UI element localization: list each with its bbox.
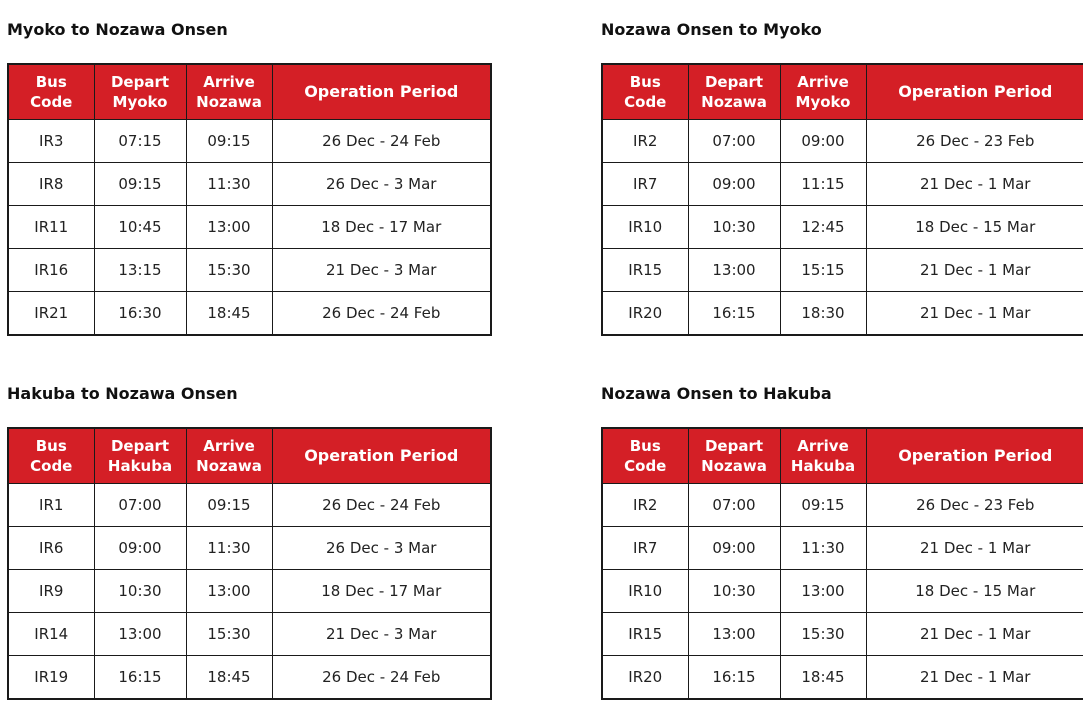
operation-period-cell: 21 Dec - 3 Mar [272, 249, 491, 292]
depart-time-cell: 16:15 [94, 656, 186, 700]
depart-time-cell: 10:30 [688, 206, 780, 249]
arrive-time-cell: 18:45 [780, 656, 866, 700]
arrive-time-cell: 15:30 [780, 613, 866, 656]
bus-code-cell: IR1 [8, 484, 94, 527]
table-row [602, 613, 1083, 656]
timetable [601, 427, 1083, 700]
header-row [602, 64, 1083, 120]
timetable [601, 63, 1083, 336]
table-row [602, 120, 1083, 163]
operation-period-cell: 26 Dec - 24 Feb [272, 656, 491, 700]
header-line: Bus [35, 73, 67, 91]
bus-code-cell: IR8 [8, 163, 94, 206]
arrive-header [186, 64, 272, 120]
header-line: Depart [704, 437, 764, 455]
header-line: Bus [629, 73, 661, 91]
depart-time-cell: 07:15 [94, 120, 186, 163]
header-line: Nozawa [701, 93, 767, 111]
arrive-time-cell: 09:00 [780, 120, 866, 163]
header-line: Code [624, 93, 667, 111]
bus-code-cell: IR10 [602, 570, 688, 613]
header-row [8, 428, 491, 484]
table-row [602, 656, 1083, 700]
depart-time-cell: 16:15 [688, 656, 780, 700]
arrive-time-cell: 15:30 [186, 249, 272, 292]
header-line: Bus [629, 437, 661, 455]
bus-code-header [602, 428, 688, 484]
section-title: Myoko to Nozawa Onsen [7, 20, 228, 39]
timetable-section-nozawa-to-myoko [601, 20, 1083, 322]
operation-period-cell: 26 Dec - 24 Feb [272, 484, 491, 527]
table-row [8, 206, 491, 249]
table-row [602, 570, 1083, 613]
header-line: Arrive [797, 73, 849, 91]
operation-period-cell: 21 Dec - 3 Mar [272, 613, 491, 656]
bus-code-header [602, 64, 688, 120]
operation-period-cell: 18 Dec - 17 Mar [272, 206, 491, 249]
bus-code-cell: IR6 [8, 527, 94, 570]
arrive-time-cell: 11:30 [186, 163, 272, 206]
table-row [8, 613, 491, 656]
table-row [8, 249, 491, 292]
header-line: Depart [110, 73, 170, 91]
header-line: Depart [110, 437, 170, 455]
operation-period-cell: 18 Dec - 15 Mar [866, 570, 1083, 613]
bus-code-cell: IR7 [602, 163, 688, 206]
arrive-time-cell: 18:45 [186, 292, 272, 336]
arrive-time-cell: 11:30 [186, 527, 272, 570]
depart-time-cell: 07:00 [688, 120, 780, 163]
header-line: Hakuba [790, 457, 856, 475]
table-row [8, 527, 491, 570]
operation-period-cell: 26 Dec - 24 Feb [272, 292, 491, 336]
timetable-section-nozawa-to-hakuba [601, 384, 1083, 686]
arrive-time-cell: 18:45 [186, 656, 272, 700]
operation-period-cell: 21 Dec - 1 Mar [866, 292, 1083, 336]
header-line: Depart [704, 73, 764, 91]
bus-code-header [8, 428, 94, 484]
depart-time-cell: 10:30 [688, 570, 780, 613]
operation-period-cell: 26 Dec - 23 Feb [866, 484, 1083, 527]
depart-header [688, 64, 780, 120]
operation-period-cell: 21 Dec - 1 Mar [866, 527, 1083, 570]
arrive-time-cell: 18:30 [780, 292, 866, 336]
operation-period-header: Operation Period [272, 428, 491, 484]
header-line: Nozawa [196, 457, 262, 475]
table-row [602, 527, 1083, 570]
header-line: Myoko [795, 93, 851, 111]
depart-time-cell: 07:00 [688, 484, 780, 527]
section-title: Hakuba to Nozawa Onsen [7, 384, 238, 403]
header-line: Arrive [203, 73, 255, 91]
operation-period-cell: 26 Dec - 3 Mar [272, 527, 491, 570]
header-line: Arrive [203, 437, 255, 455]
header-line: Code [30, 93, 73, 111]
header-row [602, 428, 1083, 484]
header-row [8, 64, 491, 120]
bus-code-cell: IR16 [8, 249, 94, 292]
operation-period-cell: 21 Dec - 1 Mar [866, 249, 1083, 292]
arrive-time-cell: 13:00 [186, 206, 272, 249]
timetable [7, 63, 492, 336]
operation-period-cell: 21 Dec - 1 Mar [866, 613, 1083, 656]
operation-period-header: Operation Period [272, 64, 491, 120]
header-line: Nozawa [196, 93, 262, 111]
arrive-time-cell: 15:15 [780, 249, 866, 292]
arrive-time-cell: 11:15 [780, 163, 866, 206]
arrive-time-cell: 09:15 [186, 120, 272, 163]
arrive-time-cell: 13:00 [186, 570, 272, 613]
bus-code-cell: IR11 [8, 206, 94, 249]
bus-code-cell: IR21 [8, 292, 94, 336]
table-row [8, 163, 491, 206]
section-title: Nozawa Onsen to Myoko [601, 20, 822, 39]
operation-period-cell: 26 Dec - 23 Feb [866, 120, 1083, 163]
depart-time-cell: 16:15 [688, 292, 780, 336]
table-row [8, 292, 491, 336]
depart-time-cell: 13:00 [688, 249, 780, 292]
depart-time-cell: 10:45 [94, 206, 186, 249]
operation-period-header: Operation Period [866, 64, 1083, 120]
arrive-time-cell: 09:15 [780, 484, 866, 527]
bus-code-cell: IR15 [602, 249, 688, 292]
depart-time-cell: 13:00 [688, 613, 780, 656]
table-row [602, 292, 1083, 336]
bus-code-cell: IR20 [602, 656, 688, 700]
table-row [8, 120, 491, 163]
depart-time-cell: 10:30 [94, 570, 186, 613]
bus-code-cell: IR19 [8, 656, 94, 700]
header-line: Arrive [797, 437, 849, 455]
operation-period-cell: 18 Dec - 15 Mar [866, 206, 1083, 249]
header-line: Nozawa [701, 457, 767, 475]
depart-time-cell: 16:30 [94, 292, 186, 336]
table-row [8, 570, 491, 613]
section-title: Nozawa Onsen to Hakuba [601, 384, 832, 403]
operation-period-header: Operation Period [866, 428, 1083, 484]
table-row [602, 249, 1083, 292]
depart-time-cell: 13:15 [94, 249, 186, 292]
arrive-header [780, 428, 866, 484]
depart-header [688, 428, 780, 484]
table-row [602, 484, 1083, 527]
arrive-header [780, 64, 866, 120]
operation-period-cell: 26 Dec - 3 Mar [272, 163, 491, 206]
bus-code-cell: IR15 [602, 613, 688, 656]
depart-time-cell: 09:00 [688, 163, 780, 206]
table-row [602, 163, 1083, 206]
header-line: Hakuba [107, 457, 173, 475]
bus-code-cell: IR14 [8, 613, 94, 656]
bus-code-cell: IR2 [602, 484, 688, 527]
header-line: Bus [35, 437, 67, 455]
depart-header [94, 64, 186, 120]
bus-code-cell: IR10 [602, 206, 688, 249]
bus-code-header [8, 64, 94, 120]
table-row [602, 206, 1083, 249]
arrive-header [186, 428, 272, 484]
arrive-time-cell: 12:45 [780, 206, 866, 249]
depart-time-cell: 09:00 [94, 527, 186, 570]
timetable-section-hakuba-to-nozawa [7, 384, 490, 686]
bus-code-cell: IR20 [602, 292, 688, 336]
operation-period-cell: 18 Dec - 17 Mar [272, 570, 491, 613]
depart-time-cell: 09:00 [688, 527, 780, 570]
depart-time-cell: 07:00 [94, 484, 186, 527]
bus-code-cell: IR3 [8, 120, 94, 163]
bus-code-cell: IR2 [602, 120, 688, 163]
header-line: Myoko [112, 93, 168, 111]
arrive-time-cell: 15:30 [186, 613, 272, 656]
table-row [8, 484, 491, 527]
operation-period-cell: 21 Dec - 1 Mar [866, 163, 1083, 206]
operation-period-cell: 26 Dec - 24 Feb [272, 120, 491, 163]
header-line: Code [30, 457, 73, 475]
depart-time-cell: 09:15 [94, 163, 186, 206]
timetable-section-myoko-to-nozawa [7, 20, 490, 322]
depart-time-cell: 13:00 [94, 613, 186, 656]
arrive-time-cell: 13:00 [780, 570, 866, 613]
arrive-time-cell: 09:15 [186, 484, 272, 527]
header-line: Code [624, 457, 667, 475]
bus-code-cell: IR7 [602, 527, 688, 570]
bus-code-cell: IR9 [8, 570, 94, 613]
timetable [7, 427, 492, 700]
table-row [8, 656, 491, 700]
arrive-time-cell: 11:30 [780, 527, 866, 570]
depart-header [94, 428, 186, 484]
operation-period-cell: 21 Dec - 1 Mar [866, 656, 1083, 700]
